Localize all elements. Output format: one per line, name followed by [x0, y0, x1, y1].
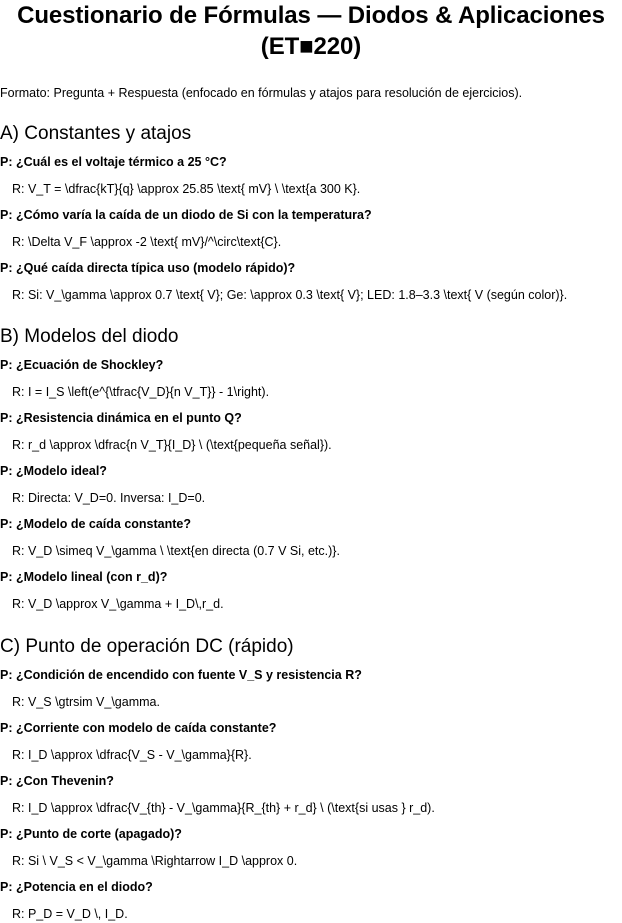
question: P: ¿Resistencia dinámica en el punto Q?: [0, 411, 242, 425]
answer: R: V_S \gtrsim V_\gamma.: [12, 695, 160, 709]
intro-text: Formato: Pregunta + Respuesta (enfocado en fórmulas y atajos para resolución de ejercicios).: [0, 86, 523, 100]
question: P: ¿Punto de corte (apagado)?: [0, 827, 182, 841]
question: P: ¿Cuál es el voltaje térmico a 25 °C?: [0, 155, 227, 169]
section-heading: A) Constantes y atajos: [0, 123, 192, 144]
answer: R: V_D \simeq V_\gamma \ \text{en directa (0.7 V Si, etc.)}.: [12, 544, 340, 558]
question: P: ¿Cómo varía la caída de un diodo de Si con la temperatura?: [0, 208, 372, 222]
title-line-1: Cuestionario de Fórmulas — Diodos & Aplicaciones: [17, 2, 605, 29]
section-b: [0, 324, 622, 613]
answer: R: Si \ V_S < V_\gamma \Rightarrow I_D \approx 0.: [12, 854, 298, 868]
answer: R: I = I_S \left(e^{\tfrac{V_D}{n V_T}} - 1\right).: [12, 385, 270, 399]
section-heading: C) Punto de operación DC (rápido): [0, 636, 294, 657]
answer: R: I_D \approx \dfrac{V_{th} - V_\gamma}{R_{th} + r_d} \ (\text{si usas } r_d).: [12, 801, 435, 815]
answer: R: r_d \approx \dfrac{n V_T}{I_D} \ (\text{pequeña señal}).: [12, 438, 332, 452]
question: P: ¿Potencia en el diodo?: [0, 880, 153, 894]
title-line-2: (ET■220): [260, 33, 362, 60]
question: P: ¿Modelo de caída constante?: [0, 517, 191, 531]
answer: R: V_T = \dfrac{kT}{q} \approx 25.85 \text{ mV} \ \text{a 300 K}.: [12, 182, 361, 196]
question: P: ¿Condición de encendido con fuente V_S y resistencia R?: [0, 668, 362, 682]
answer: R: P_D = V_D \, I_D.: [12, 907, 128, 921]
answer: R: Directa: V_D=0. Inversa: I_D=0.: [12, 491, 206, 505]
question: P: ¿Qué caída directa típica uso (modelo rápido)?: [0, 261, 296, 275]
answer: R: I_D \approx \dfrac{V_S - V_\gamma}{R}.: [12, 748, 252, 762]
question: P: ¿Ecuación de Shockley?: [0, 358, 164, 372]
question: P: ¿Corriente con modelo de caída constante?: [0, 721, 277, 735]
section-heading: B) Modelos del diodo: [0, 326, 179, 347]
question: P: ¿Modelo ideal?: [0, 464, 107, 478]
question: P: ¿Modelo lineal (con r_d)?: [0, 570, 168, 584]
answer: R: \Delta V_F \approx -2 \text{ mV}/^\circ\text{C}.: [12, 235, 282, 249]
question: P: ¿Con Thevenin?: [0, 774, 114, 788]
section-c: [0, 634, 622, 923]
answer: R: V_D \approx V_\gamma + I_D\,r_d.: [12, 597, 224, 611]
page-title: [0, 0, 622, 62]
section-a: [0, 121, 622, 304]
answer: R: Si: V_\gamma \approx 0.7 \text{ V}; Ge: \approx 0.3 \text{ V}; LED: 1.8–3.3 \text{ V (según color)}.: [12, 288, 568, 302]
